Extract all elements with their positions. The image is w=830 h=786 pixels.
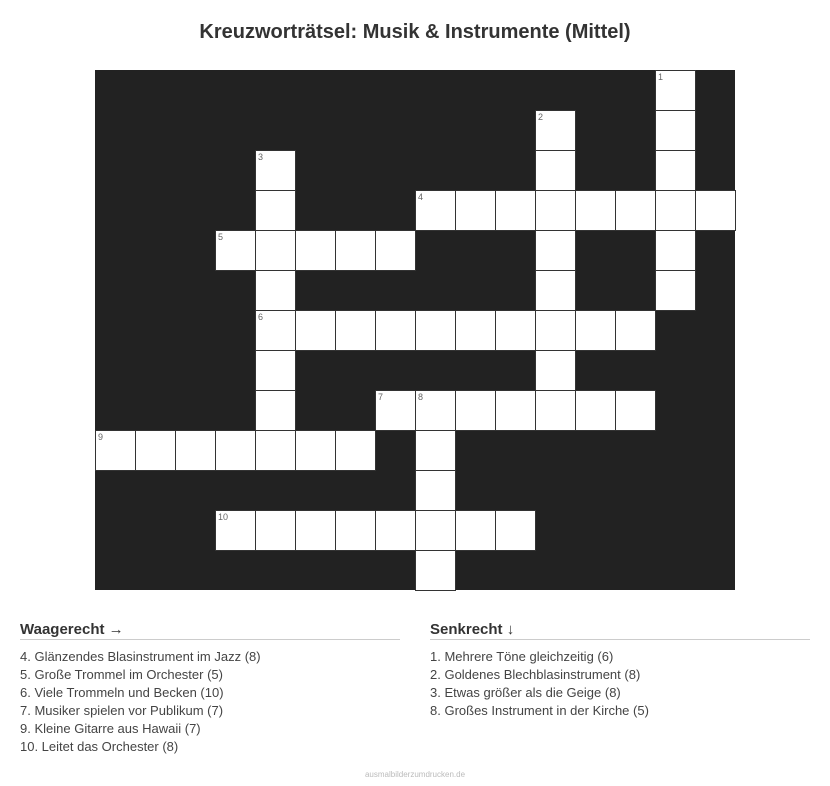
clue-number: 6: [258, 312, 264, 322]
clue-item: 10. Leitet das Orchester (8): [20, 739, 179, 754]
down-clue-list: [430, 648, 810, 720]
clue-item: 5. Große Trommel im Orchester (5): [20, 667, 223, 682]
clue-item: 6. Viele Trommeln und Becken (10): [20, 685, 224, 700]
clue-number: 9: [98, 432, 104, 442]
clue-number: 7: [378, 392, 384, 402]
crossword-cell[interactable]: [615, 190, 656, 231]
footer-watermark: ausmalbilderzumdrucken.de: [364, 770, 466, 779]
clue-item: 1. Mehrere Töne gleichzeitig (6): [430, 649, 614, 664]
crossword-cell[interactable]: [375, 510, 416, 551]
crossword-cell[interactable]: [335, 430, 376, 471]
crossword-cell[interactable]: [615, 390, 656, 431]
crossword-cell[interactable]: [535, 230, 576, 271]
right-arrow-icon: →: [108, 621, 124, 638]
crossword-cell[interactable]: [535, 150, 576, 191]
crossword-cell[interactable]: [535, 270, 576, 311]
crossword-cell[interactable]: [535, 310, 576, 351]
across-heading-label: Waagerecht: [20, 621, 105, 638]
crossword-cell[interactable]: [295, 230, 336, 271]
crossword-cell[interactable]: [535, 190, 576, 231]
crossword-cell[interactable]: [495, 190, 536, 231]
crossword-cell[interactable]: [655, 70, 696, 111]
crossword-cell[interactable]: [255, 150, 296, 191]
crossword-cell[interactable]: [415, 550, 456, 591]
crossword-cell[interactable]: [295, 510, 336, 551]
crossword-cell[interactable]: [335, 230, 376, 271]
crossword-cell[interactable]: [95, 430, 136, 471]
clue-number: 1: [658, 72, 664, 82]
crossword-cell[interactable]: [295, 310, 336, 351]
clue-number: 2: [538, 112, 544, 122]
crossword-cell[interactable]: [455, 510, 496, 551]
crossword-cell[interactable]: [255, 310, 296, 351]
crossword-cell[interactable]: [455, 190, 496, 231]
crossword-cell[interactable]: [575, 310, 616, 351]
crossword-cell[interactable]: [415, 510, 456, 551]
crossword-cell[interactable]: [375, 310, 416, 351]
crossword-cell[interactable]: [415, 310, 456, 351]
crossword-cell[interactable]: [335, 510, 376, 551]
clue-number: 10: [218, 512, 229, 522]
across-clue-list: [20, 648, 400, 756]
crossword-cell[interactable]: [655, 110, 696, 151]
clue-item: 4. Glänzendes Blasinstrument im Jazz (8): [20, 649, 261, 664]
crossword-cell[interactable]: [495, 390, 536, 431]
clue-number: 5: [218, 232, 224, 242]
crossword-cell[interactable]: [255, 390, 296, 431]
crossword-cell[interactable]: [655, 150, 696, 191]
down-heading-label: Senkrecht: [430, 621, 503, 638]
clue-item: 3. Etwas größer als die Geige (8): [430, 685, 621, 700]
crossword-cell[interactable]: [215, 510, 256, 551]
crossword-cell[interactable]: [135, 430, 176, 471]
clue-item: 8. Großes Instrument in der Kirche (5): [430, 703, 649, 718]
crossword-cell[interactable]: [175, 430, 216, 471]
crossword-cell[interactable]: [295, 430, 336, 471]
crossword-cell[interactable]: [575, 190, 616, 231]
down-arrow-icon: ↓: [506, 621, 515, 638]
crossword-cell[interactable]: [575, 390, 616, 431]
crossword-cell[interactable]: [255, 350, 296, 391]
crossword-cell[interactable]: [415, 430, 456, 471]
page-title: Kreuzworträtsel: Musik & Instrumente (Mittel): [199, 21, 631, 43]
crossword-cell[interactable]: [255, 510, 296, 551]
crossword-cell[interactable]: [455, 390, 496, 431]
crossword-cell[interactable]: [255, 230, 296, 271]
crossword-cell[interactable]: [335, 310, 376, 351]
crossword-cell[interactable]: [255, 430, 296, 471]
down-clues: [430, 621, 810, 720]
crossword-cell[interactable]: [535, 110, 576, 151]
crossword-cell[interactable]: [415, 190, 456, 231]
crossword-cell[interactable]: [455, 310, 496, 351]
clue-item: 7. Musiker spielen vor Publikum (7): [20, 703, 224, 718]
across-heading: [20, 621, 400, 640]
crossword-cell[interactable]: [655, 230, 696, 271]
crossword-cell[interactable]: [375, 230, 416, 271]
crossword-cell[interactable]: [415, 470, 456, 511]
crossword-cell[interactable]: [535, 390, 576, 431]
crossword-cell[interactable]: [215, 230, 256, 271]
crossword-grid: [95, 70, 735, 590]
clue-number: 8: [418, 392, 424, 402]
crossword-cell[interactable]: [375, 390, 416, 431]
clue-item: 9. Kleine Gitarre aus Hawaii (7): [20, 721, 201, 736]
across-clues: [20, 621, 400, 756]
crossword-cell[interactable]: [255, 190, 296, 231]
clue-number: 3: [258, 152, 264, 162]
crossword-cell[interactable]: [535, 350, 576, 391]
clue-number: 4: [418, 192, 424, 202]
crossword-cell[interactable]: [495, 310, 536, 351]
crossword-cell[interactable]: [415, 390, 456, 431]
crossword-cell[interactable]: [615, 310, 656, 351]
crossword-cell[interactable]: [655, 190, 696, 231]
crossword-cell[interactable]: [495, 510, 536, 551]
crossword-cell[interactable]: [255, 270, 296, 311]
crossword-cell[interactable]: [655, 270, 696, 311]
clue-item: 2. Goldenes Blechblasinstrument (8): [430, 667, 641, 682]
down-heading: [430, 621, 810, 640]
crossword-cell[interactable]: [215, 430, 256, 471]
crossword-cell[interactable]: [695, 190, 736, 231]
